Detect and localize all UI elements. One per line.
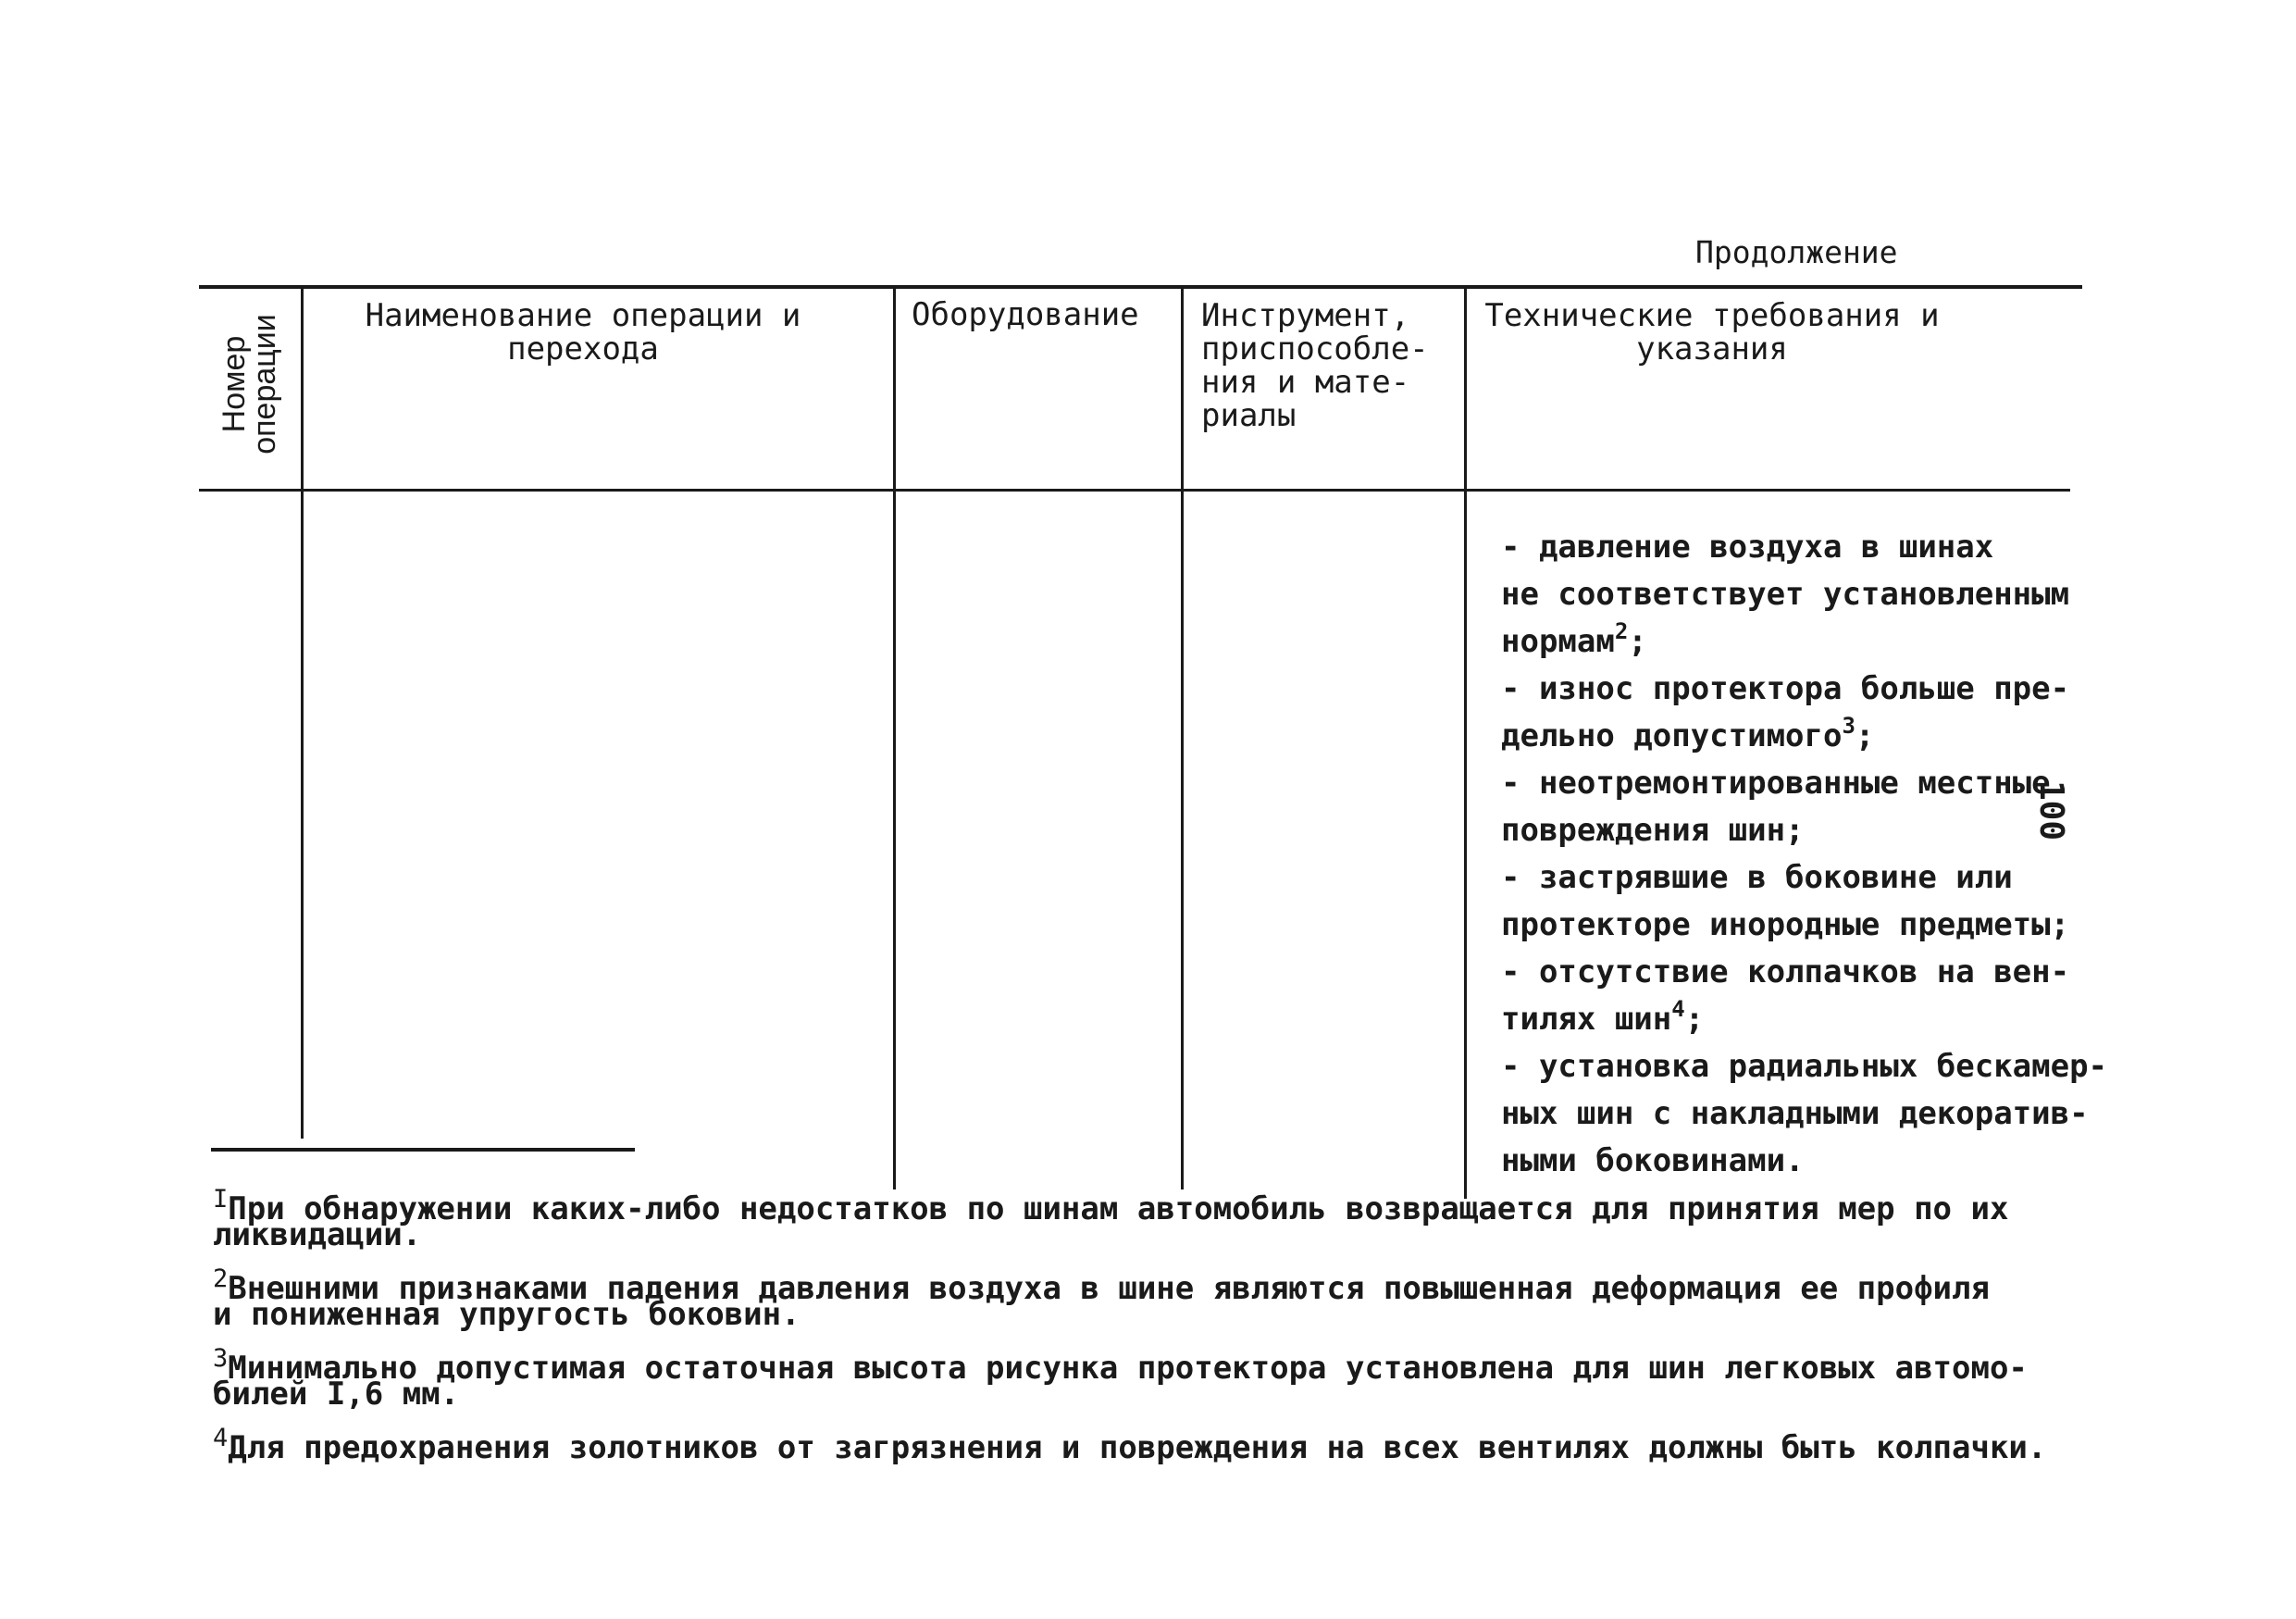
column-divider-4 [1464, 287, 1467, 1199]
requirement-line: протекторе инородные предметы; [1501, 906, 2070, 943]
column-divider-3 [1181, 287, 1184, 1189]
footnote-mark: 4 [213, 1424, 229, 1452]
header-operation-number: Номер операции [217, 314, 282, 455]
requirement-line: - установка радиальных бескамер- [1501, 1048, 2108, 1085]
footnote-3: $^3$Минимально допустимая остаточная высота рисунка протектора установлена для шин легковых автомо- билей I,6 мм. [213, 1344, 2028, 1413]
requirement-line: - износ протектора больше пре- [1501, 670, 2070, 707]
header-tools-materials: Инструмент, приспособле- ния и мате- риалы [1201, 297, 1429, 434]
requirement-line: - отсутствие колпачков на вен- [1501, 953, 2070, 990]
requirement-line: повреждения шин; [1501, 812, 1805, 849]
footnote-ref: 4 [1671, 996, 1685, 1022]
footnote-ref: 3 [1842, 713, 1855, 739]
footnote-1: $^I$При обнаружении каких-либо недостатков по шинам автомобиль возвращается для принятия мер по их ликвидации. [213, 1185, 2009, 1253]
requirement-line: нормам$^2$; [1501, 618, 1647, 660]
header-equipment: Оборудование [912, 296, 1139, 333]
continuation-label: Продолжение [1695, 234, 1898, 270]
requirement-line: - давление воздуха в шинах [1501, 529, 1994, 566]
requirement-line: не соответствует установленным [1501, 576, 2070, 613]
footnote-separator [211, 1148, 635, 1152]
column-divider-2 [893, 287, 896, 1189]
header-technical-requirements: Технические требования и указания [1484, 297, 1940, 367]
requirement-line: дельно допустимого$^3$; [1501, 713, 1875, 754]
footnote-mark: I [213, 1185, 229, 1214]
table-top-border [199, 285, 2082, 289]
footnote-mark: 2 [213, 1264, 229, 1293]
requirement-line: ных шин с накладными декоратив- [1501, 1095, 2089, 1132]
footnote-4: $^4$Для предохранения золотников от загрязнения и повреждения на всех вентилях должны быть колпачки. [213, 1424, 2047, 1466]
header-operation-name: Наименование операции и перехода [365, 297, 801, 367]
requirement-line: - неотремонтированные местные [1501, 765, 2051, 802]
footnote-ref: 2 [1614, 618, 1629, 644]
requirement-line: тилях шин$^4$; [1501, 996, 1705, 1038]
requirement-line: - застрявшие в боковине или [1501, 859, 2013, 896]
column-divider-1 [301, 287, 304, 1139]
footnote-mark: 3 [213, 1344, 229, 1373]
requirement-line: ными боковинами. [1501, 1142, 1805, 1179]
table-header-divider [199, 489, 2070, 492]
footnote-2: $^2$Внешними признаками падения давления воздуха в шине являются повышенная деформация ее профиля и пониженная упругость боковин. [213, 1264, 1990, 1333]
page-number: 100 [2032, 780, 2070, 841]
